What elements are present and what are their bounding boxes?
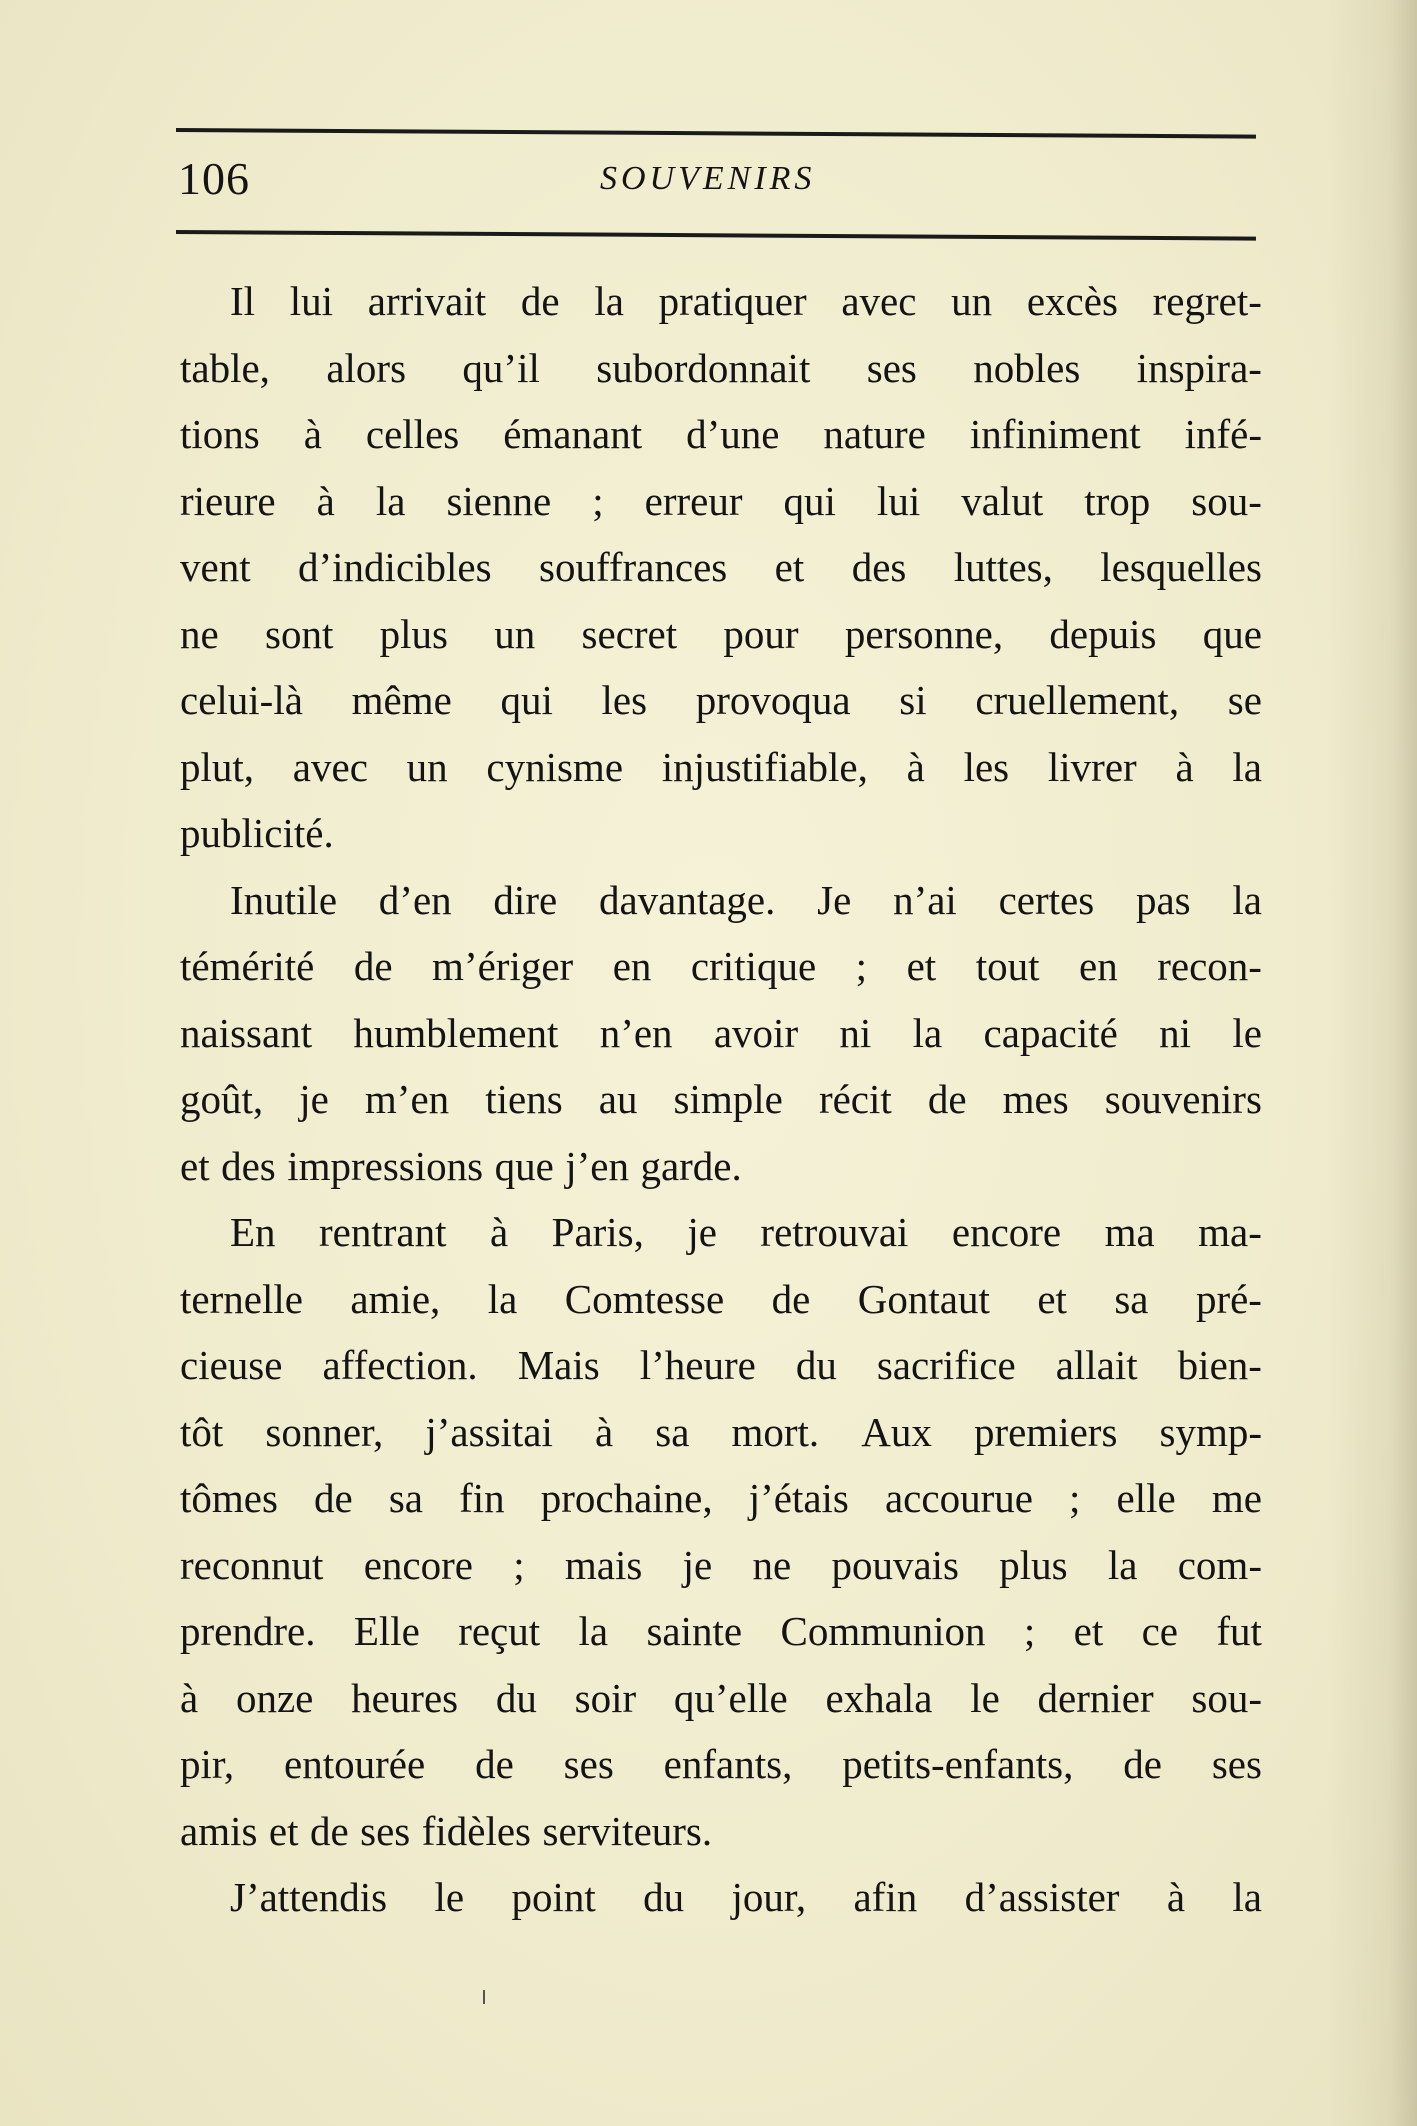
text-line: prendre. Elle reçut la sainte Communion ; et ce fut bbox=[180, 1608, 1262, 1654]
text-line: naissant humblement n’en avoir ni la capacité ni le bbox=[180, 1009, 1262, 1056]
running-title: SOUVENIRS bbox=[600, 160, 816, 197]
text-line: celui-là même qui les provoqua si cruellement, se bbox=[180, 677, 1262, 723]
text-line: publicité. bbox=[180, 810, 334, 856]
header-rule-bottom bbox=[176, 230, 1256, 241]
page-number: 106 bbox=[178, 153, 250, 204]
text-line: rieure à la sienne ; erreur qui lui valut trop sou- bbox=[180, 477, 1262, 524]
header-rule-top bbox=[176, 128, 1256, 139]
text-line: J’attendis le point du jour, afin d’assister à la bbox=[230, 1874, 1262, 1920]
ink-speck bbox=[483, 1990, 485, 2004]
text-line: tôt sonner, j’assitai à sa mort. Aux premiers symp- bbox=[180, 1408, 1262, 1455]
text-line: témérité de m’ériger en critique ; et tout en recon- bbox=[180, 943, 1262, 989]
text-line: reconnut encore ; mais je ne pouvais plus la com- bbox=[180, 1541, 1262, 1588]
text-line: cieuse affection. Mais l’heure du sacrifice allait bien- bbox=[180, 1342, 1262, 1388]
text-line: pir, entourée de ses enfants, petits-enfants, de ses bbox=[180, 1741, 1262, 1787]
body-text bbox=[180, 268, 1262, 1931]
text-line: plut, avec un cynisme injustifiable, à les livrer à la bbox=[180, 743, 1262, 790]
page-edge-shadow bbox=[1327, 0, 1417, 2126]
text-line: Il lui arrivait de la pratiquer avec un excès regret- bbox=[230, 278, 1262, 324]
text-line: Inutile d’en dire davantage. Je n’ai certes pas la bbox=[230, 876, 1262, 923]
text-line: ne sont plus un secret pour personne, depuis que bbox=[180, 610, 1262, 657]
text-line: à onze heures du soir qu’elle exhala le dernier sou- bbox=[180, 1674, 1262, 1721]
text-line: amis et de ses fidèles serviteurs. bbox=[180, 1807, 713, 1854]
text-line: et des impressions que j’en garde. bbox=[180, 1142, 742, 1189]
text-line: vent d’indicibles souffrances et des luttes, lesquelles bbox=[180, 544, 1262, 590]
text-line: table, alors qu’il subordonnait ses nobles inspira- bbox=[180, 344, 1262, 391]
text-line: goût, je m’en tiens au simple récit de mes souvenirs bbox=[180, 1076, 1262, 1122]
text-line: tions à celles émanant d’une nature infiniment infé- bbox=[180, 411, 1262, 457]
text-line: ternelle amie, la Comtesse de Gontaut et sa pré- bbox=[180, 1275, 1262, 1322]
text-line: En rentrant à Paris, je retrouvai encore ma ma- bbox=[230, 1209, 1262, 1255]
text-line: tômes de sa fin prochaine, j’étais accourue ; elle me bbox=[180, 1475, 1262, 1521]
